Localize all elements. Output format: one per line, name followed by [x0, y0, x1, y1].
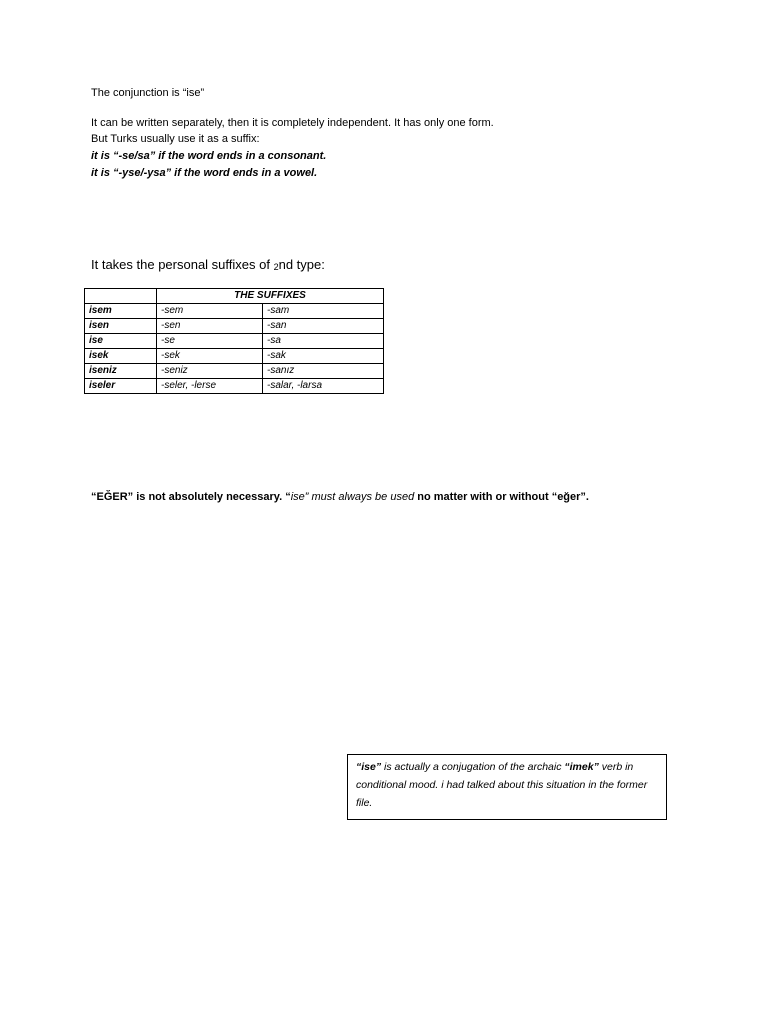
- table-header-empty: [85, 289, 157, 304]
- suffix-front-cell: -sen: [157, 319, 263, 334]
- table-header: THE SUFFIXES: [157, 289, 384, 304]
- suffix-front-cell: -seler, -lerse: [157, 379, 263, 394]
- conjugation-note-box: [347, 754, 667, 820]
- table-row: [85, 379, 384, 394]
- box-text-1: is actually a conjugation of the archaic: [381, 761, 565, 773]
- box-text-2: verb in conditional mood. i had talked about this situation in the former file.: [356, 761, 648, 809]
- table-row: [85, 334, 384, 349]
- note-part-1: “EĞER” is not absolutely necessary. “: [91, 491, 291, 503]
- box-quote-word-2: “imek”: [564, 761, 599, 773]
- suffix-front-cell: -sek: [157, 349, 263, 364]
- suffix-back-cell: -sam: [263, 304, 384, 319]
- pronoun-cell: iseler: [85, 379, 157, 394]
- intro-line-4: it is “-yse/-ysa” if the word ends in a vowel.: [91, 167, 318, 179]
- pronoun-cell: isek: [85, 349, 157, 364]
- suffix-front-cell: -se: [157, 334, 263, 349]
- pronoun-cell: isem: [85, 304, 157, 319]
- conjunction-title: The conjunction is “ise”: [91, 87, 205, 99]
- suffix-table: [84, 288, 384, 394]
- suffix-heading: [91, 257, 325, 275]
- table-row: [85, 319, 384, 334]
- suffix-back-cell: -salar, -larsa: [263, 379, 384, 394]
- intro-line-3: it is “-se/sa” if the word ends in a consonant.: [91, 150, 327, 162]
- suffix-front-cell: -sem: [157, 304, 263, 319]
- pronoun-cell: isen: [85, 319, 157, 334]
- suffix-front-cell: -seniz: [157, 364, 263, 379]
- note-part-3: ” must always be used: [304, 491, 415, 503]
- intro-line-1: It can be written separately, then it is completely independent. It has only one form.: [91, 117, 494, 129]
- pronoun-cell: ise: [85, 334, 157, 349]
- suffix-back-cell: -sak: [263, 349, 384, 364]
- table-header-row: [85, 289, 384, 304]
- note-part-4: no matter with or without “eğer”.: [414, 491, 589, 503]
- suffix-back-cell: -san: [263, 319, 384, 334]
- table-row: [85, 304, 384, 319]
- suffix-heading-text: It takes the personal suffixes of: [91, 257, 274, 272]
- table-row: [85, 349, 384, 364]
- suffix-heading-ordinal: 2: [273, 262, 279, 272]
- eger-note: [91, 490, 589, 504]
- suffix-back-cell: -sa: [263, 334, 384, 349]
- table-body: [85, 304, 384, 394]
- intro-line-2: But Turks usually use it as a suffix:: [91, 133, 260, 145]
- suffix-heading-rest: nd type:: [278, 257, 325, 272]
- note-part-2: ise: [290, 491, 305, 503]
- suffix-back-cell: -sanız: [263, 364, 384, 379]
- pronoun-cell: iseniz: [85, 364, 157, 379]
- table-row: [85, 364, 384, 379]
- box-quote-word: “ise”: [356, 761, 382, 773]
